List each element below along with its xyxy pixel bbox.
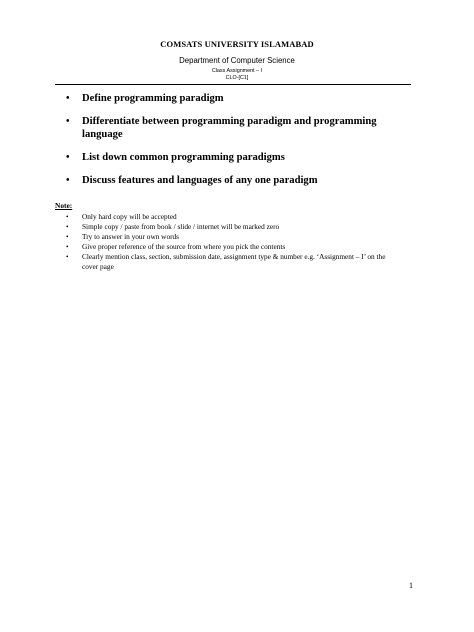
bullet-icon: • xyxy=(66,152,70,163)
note-heading: Note: xyxy=(55,201,73,210)
clo-label: CLO-[C1] xyxy=(225,75,249,81)
note-text: Clearly mention class, section, submission date, assignment type & number e.g. ‘Assignment – I’ on the cover page xyxy=(82,252,386,271)
note-text: Try to answer in your own words xyxy=(82,232,180,241)
bullet-icon: • xyxy=(66,243,69,251)
bullet-icon: • xyxy=(66,116,70,127)
question-text: Differentiate between programming paradigm and programming language xyxy=(82,116,377,140)
note-item xyxy=(58,242,388,252)
bullet-icon: • xyxy=(66,233,69,241)
question-text: List down common programming paradigms xyxy=(82,152,285,163)
bullet-icon: • xyxy=(66,175,70,186)
university-title: COMSATS UNIVERSITY ISLAMABAD xyxy=(160,39,314,49)
note-text: Simple copy / paste from book / slide / internet will be marked zero xyxy=(82,222,280,231)
note-item xyxy=(58,222,388,232)
assignment-label: Class Assignment – I xyxy=(211,68,263,74)
bullet-icon: • xyxy=(66,223,69,231)
department-name: Department of Computer Science xyxy=(179,56,295,65)
header-divider xyxy=(55,84,411,85)
note-item xyxy=(58,252,388,272)
note-list xyxy=(58,212,388,272)
question-text: Discuss features and languages of any one paradigm xyxy=(82,175,318,186)
note-text: Give proper reference of the source from where you pick the contents xyxy=(82,242,286,251)
question-text: Define programming paradigm xyxy=(82,93,224,104)
question-item xyxy=(58,151,398,164)
bullet-icon: • xyxy=(66,213,69,221)
bullet-icon: • xyxy=(66,253,69,261)
bullet-icon: • xyxy=(66,93,70,104)
question-item xyxy=(58,92,398,105)
note-item xyxy=(58,232,388,242)
note-item xyxy=(58,212,388,222)
note-text: Only hard copy will be accepted xyxy=(82,212,177,221)
question-item xyxy=(58,115,398,141)
question-list xyxy=(58,92,398,197)
question-item xyxy=(58,174,398,187)
page-number: 1 xyxy=(409,581,413,590)
